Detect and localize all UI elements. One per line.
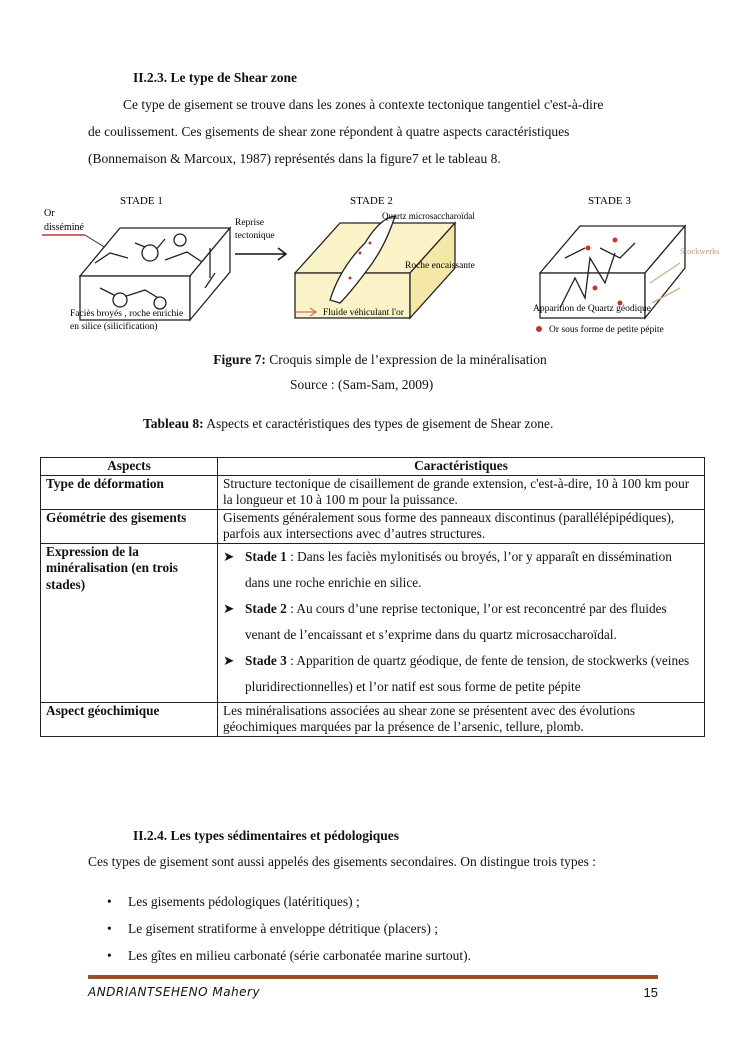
- quartz-micro-label: Quartz microsaccharoïdal: [382, 211, 475, 221]
- table-row: [41, 509, 705, 543]
- aspect-cell: Expression de la minéralisation (en trois stades): [41, 543, 218, 702]
- para-line: Ce type de gisement se trouve dans les zones à contexte tectonique tangentiel c'est-à-dire: [123, 97, 604, 112]
- caption-label: Figure 7:: [213, 352, 266, 367]
- footer-rule: [88, 975, 658, 979]
- aspect-cell: Aspect géochimique: [41, 702, 218, 736]
- arrow-bullet-icon: ➤: [223, 652, 235, 668]
- list-item: [107, 948, 471, 964]
- bullet-icon: •: [107, 894, 112, 909]
- para-line: (Bonnemaison & Marcoux, 1987) représentés dans la figure7 et le tableau 8.: [88, 151, 501, 166]
- characteristic-cell: Structure tectonique de cisaillement de grande extension, c'est-à-dire, 10 à 100 km pour la longueur et 10 à 100 m pour la puissance.: [218, 475, 705, 509]
- page-number: 15: [643, 985, 658, 1000]
- caption-text: Croquis simple de l’expression de la minéralisation: [265, 352, 547, 367]
- stade-item: [223, 648, 699, 700]
- stade-text: : Au cours d’une reprise tectonique, l’or est reconcentré par des fluides venant de l’encaissant et s’exprime dans du quartz microsaccharoïdal.: [245, 600, 667, 642]
- section-heading: II.2.3. Le type de Shear zone: [133, 70, 297, 85]
- stade2-label: STADE 2: [350, 195, 393, 207]
- stade-item: [223, 596, 699, 648]
- caption-label: Tableau 8:: [143, 416, 204, 431]
- stade-label: Stade 1: [245, 548, 287, 564]
- section-paragraph: Ces types de gisement sont aussi appelés des gisements secondaires. On distingue trois types :: [88, 854, 597, 869]
- figure-7-diagram: [40, 188, 720, 346]
- column-header: Caractéristiques: [218, 458, 705, 476]
- dissemine-label: disséminé: [44, 222, 84, 233]
- table-row: [41, 475, 705, 509]
- stade3-label: STADE 3: [588, 195, 631, 207]
- or-label: Or: [44, 208, 55, 219]
- para-line: de coulissement. Ces gisements de shear zone répondent à quatre aspects caractéristiques: [88, 124, 570, 139]
- figure-source: Source : (Sam-Sam, 2009): [290, 377, 434, 392]
- table-header-row: [41, 458, 705, 476]
- reprise-label: Reprise: [235, 218, 265, 228]
- stade1-label: STADE 1: [120, 195, 163, 207]
- aspects-table: [40, 457, 705, 737]
- table-row: [41, 702, 705, 736]
- roche-label: Roche encaissante: [405, 261, 475, 271]
- stade-label: Stade 2: [245, 600, 287, 616]
- stade-text: : Dans les faciès mylonitisés ou broyés, l’or y apparaît en dissémination dans une roche enrichie en silice.: [245, 548, 672, 590]
- stockwerks-label: Stockwerks: [680, 246, 720, 256]
- list-item-text: Les gisements pédologiques (latéritiques) ;: [128, 894, 360, 909]
- footer-author: ANDRIANTSEHENO Mahery: [88, 985, 261, 999]
- aspect-cell: Géométrie des gisements: [41, 509, 218, 543]
- list-item: [107, 921, 438, 937]
- table-row: [41, 543, 705, 702]
- list-item: [107, 894, 360, 910]
- table-caption: [143, 416, 553, 432]
- bullet-icon: •: [107, 921, 112, 936]
- characteristic-cell: [218, 543, 705, 702]
- figure-caption: [40, 352, 720, 368]
- tectonique-label: tectonique: [235, 231, 275, 241]
- stade-label: Stade 3: [245, 652, 287, 668]
- stade-item: [223, 544, 699, 596]
- list-item-text: Les gîtes en milieu carbonaté (série carbonatée marine surtout).: [128, 948, 471, 963]
- facies-label: Faciès broyés , roche enrichie: [70, 309, 184, 319]
- fluide-label: Fluide véhiculant l'or: [323, 308, 404, 318]
- stade-text: : Apparition de quartz géodique, de fente de tension, de stockwerks (veines pluridirectionnelles) et l’or natif est sous forme de petite pépite: [245, 652, 690, 694]
- bullet-icon: •: [107, 948, 112, 963]
- apparition-label: Apparition de Quartz géodique: [533, 304, 651, 314]
- pepite-dot-icon: [536, 326, 542, 332]
- list-item-text: Le gisement stratiforme à enveloppe détritique (placers) ;: [128, 921, 438, 936]
- caption-text: Aspects et caractéristiques des types de gisement de Shear zone.: [203, 416, 554, 431]
- characteristic-cell: Gisements généralement sous forme des panneaux discontinus (parallélépipédiques), parfois aux intersections avec d’autres structures.: [218, 509, 705, 543]
- section-paragraph: [88, 91, 658, 172]
- arrow-bullet-icon: ➤: [223, 600, 235, 616]
- characteristic-cell: Les minéralisations associées au shear zone se présentent avec des évolutions géochimiques marquées par la présence de l’arsenic, tellure, plomb.: [218, 702, 705, 736]
- arrow-bullet-icon: ➤: [223, 548, 235, 564]
- section-heading: II.2.4. Les types sédimentaires et pédologiques: [133, 828, 400, 843]
- column-header: Aspects: [41, 458, 218, 476]
- pepite-label: Or sous forme de petite pépite: [549, 325, 664, 335]
- aspect-cell: Type de déformation: [41, 475, 218, 509]
- facies-label: en silice (silicification): [70, 322, 158, 332]
